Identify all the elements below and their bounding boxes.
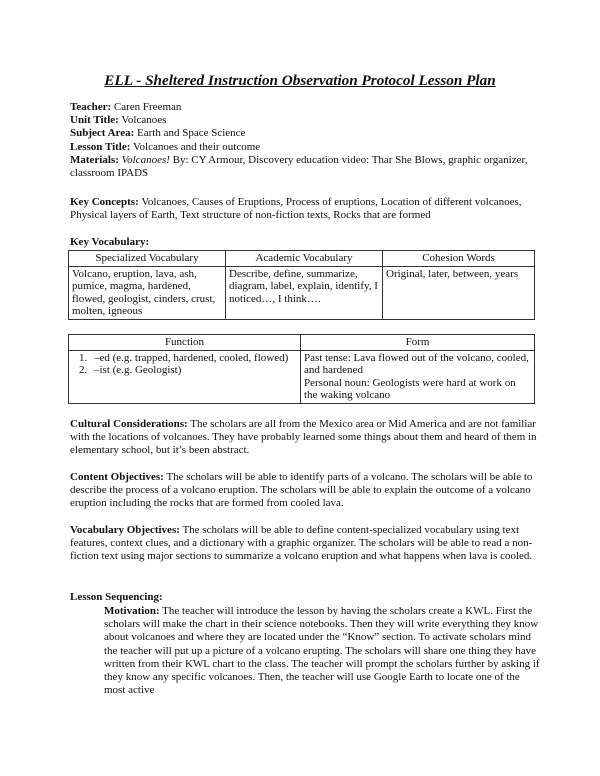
table-header-row: [69, 335, 535, 351]
key-vocabulary-heading: Key Vocabulary:: [70, 236, 150, 248]
table-header-row: [69, 251, 535, 267]
table-cell: Describe, define, summarize, diagram, label, explain, identify, I noticed…, I think….: [226, 266, 383, 319]
function-form-table: [68, 334, 535, 404]
table-header-cell: Specialized Vocabulary: [69, 251, 226, 267]
table-header-cell: Form: [301, 335, 535, 351]
lesson-sequencing-heading: [70, 591, 540, 604]
cultural-label: Cultural Considerations:: [70, 418, 188, 430]
motivation-text: The teacher will introduce the lesson by having the scholars create a KWL. First the scholars will make the chart in their science notebooks. Then they will write everything they know about volcanoes and where they are located under the “Know” section. To activate scholars mind the teacher will put up a picture of a volcano erupting. The scholars will share one thing they have written from their KWL chart to the class. The teacher will prompt the scholars further by asking if they know any specific volcanoes. Then, the teacher will use Google Earth to locate one of the most active: [104, 605, 540, 697]
materials-line: [70, 154, 540, 180]
motivation-paragraph: [104, 605, 540, 697]
form-item: Past tense: Lava flowed out of the volcano, cooled, and hardened: [304, 351, 529, 377]
lesson-label: Lesson Title:: [70, 140, 131, 153]
key-concepts-text: Volcanoes, Causes of Eruptions, Process of eruptions, Location of different volcanoes, Physical layers of Earth, Text structure of non-fiction texts, Rocks that are formed: [70, 196, 522, 222]
table-header-cell: Function: [69, 335, 301, 351]
materials-value: By: CY Armour, Discovery education video: Thar She Blows, graphic organizer, classroom IPADS: [70, 153, 528, 180]
table-header-cell: Cohesion Words: [383, 251, 535, 267]
key-vocabulary-label: [70, 236, 540, 249]
content-objectives-text: The scholars will be able to identify parts of a volcano. The scholars will be able to describe the process of a volcano eruption. The scholars will be able to explain the outcome of a volcano eruption including the rocks that are formed from cooled lava.: [70, 471, 533, 510]
vocabulary-objectives-text: The scholars will be able to define content-specialized vocabulary using text features, context clues, and a dictionary with a graphic organizer. The scholars will be able to read a non-fiction text using major sections to summarize a volcano eruption and what happens when lava is cooled.: [70, 524, 533, 563]
subject-line: [70, 127, 540, 140]
unit-value: Volcanoes: [121, 114, 167, 127]
vocabulary-objectives-label: Vocabulary Objectives:: [70, 524, 180, 536]
materials-book: Volcanoes!: [121, 153, 170, 166]
table-cell: Volcano, eruption, lava, ash, pumice, magma, hardened, flowed, geologist, cinders, crust, molten, igneous: [69, 266, 226, 319]
document-title: ELL - Sheltered Instruction Observation Protocol Lesson Plan: [104, 72, 496, 89]
key-concepts-label: Key Concepts:: [70, 196, 139, 208]
key-concepts: [70, 196, 540, 222]
content-objectives-label: Content Objectives:: [70, 471, 164, 483]
function-cell: [69, 350, 301, 403]
list-item: 2. –ist (e.g. Geologist): [90, 364, 297, 377]
teacher-value: Caren Freeman: [113, 101, 182, 113]
unit-label: Unit Title:: [70, 114, 119, 127]
teacher-line: [70, 101, 540, 114]
cultural-considerations: [70, 418, 540, 458]
form-cell: [301, 350, 535, 403]
subject-label: Subject Area:: [70, 127, 135, 140]
materials-label: Materials:: [70, 153, 119, 166]
lesson-header: [70, 101, 540, 180]
subject-value: Earth and Space Science: [137, 127, 246, 140]
vocabulary-table: [68, 250, 535, 320]
lesson-line: [70, 141, 540, 154]
list-item: 1. –ed (e.g. trapped, hardened, cooled, flowed): [90, 352, 297, 365]
content-objectives: [70, 471, 540, 511]
motivation-label: Motivation:: [104, 605, 160, 617]
vocabulary-objectives: [70, 524, 540, 564]
table-row: [69, 266, 535, 319]
teacher-label: Teacher:: [70, 101, 112, 113]
table-cell: Original, later, between, years: [383, 266, 535, 319]
form-item: Personal noun: Geologists were hard at work on the waking volcano: [304, 376, 516, 402]
unit-line: [70, 114, 540, 127]
table-row: [69, 350, 535, 403]
cultural-text: The scholars are all from the Mexico area or Mid America and are not familiar with the locations of volcanoes. They have probably learned some things about them and heard of them in elementary school, but it’s been abstract.: [70, 418, 537, 457]
lesson-sequencing-label: Lesson Sequencing:: [70, 591, 163, 603]
table-header-cell: Academic Vocabulary: [226, 251, 383, 267]
lesson-value: Volcanoes and their outcome: [132, 140, 261, 153]
